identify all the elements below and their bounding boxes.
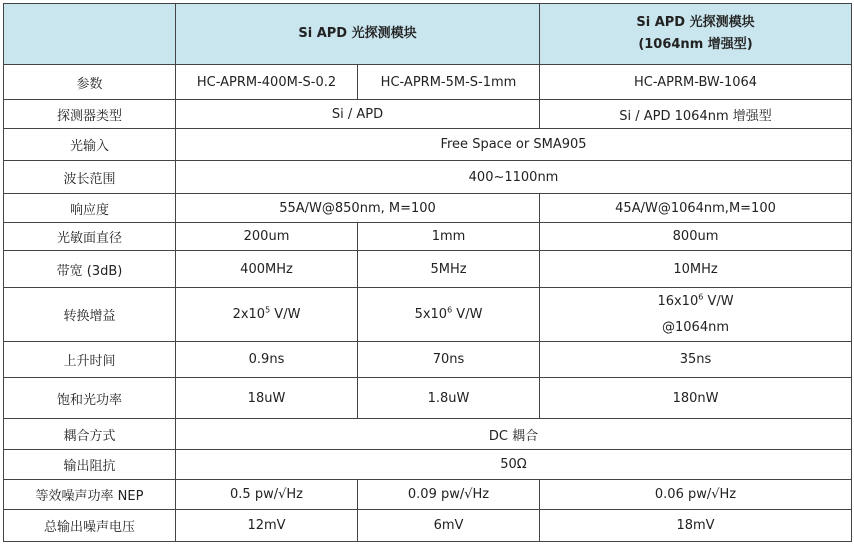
header-row (4, 4, 852, 65)
cell-diameter-m2: 1mm (358, 223, 540, 251)
cell-noise-m1: 12mV (176, 510, 358, 542)
cell-gain-m1 (176, 288, 358, 342)
row-label: 饱和光功率 (4, 378, 176, 419)
row-label: 等效噪声功率 NEP (4, 480, 176, 510)
row-label: 上升时间 (4, 342, 176, 378)
cell-model-1: HC-APRM-400M-S-0.2 (176, 65, 358, 100)
row-noise-voltage (4, 510, 852, 542)
cell-rise-m1: 0.9ns (176, 342, 358, 378)
row-bandwidth (4, 251, 852, 288)
row-optical-input (4, 129, 852, 161)
cell-gain-m3 (540, 288, 852, 342)
cell-gain-m2 (358, 288, 540, 342)
cell-nep-m3: 0.06 pw/√Hz (540, 480, 852, 510)
row-params (4, 65, 852, 100)
row-rise-time (4, 342, 852, 378)
cell-optical-input: Free Space or SMA905 (176, 129, 852, 161)
gain-unit: V/W (270, 307, 301, 322)
cell-detector-m12: Si / APD (176, 100, 540, 129)
row-label: 耦合方式 (4, 419, 176, 450)
row-label: 输出阻抗 (4, 450, 176, 480)
row-label: 参数 (4, 65, 176, 100)
row-nep (4, 480, 852, 510)
cell-saturation-m2: 1.8uW (358, 378, 540, 419)
row-coupling (4, 419, 852, 450)
cell-noise-m2: 6mV (358, 510, 540, 542)
cell-nep-m2: 0.09 pw/√Hz (358, 480, 540, 510)
cell-impedance: 50Ω (176, 450, 852, 480)
cell-model-3: HC-APRM-BW-1064 (540, 65, 852, 100)
row-label: 总输出噪声电压 (4, 510, 176, 542)
gain-base: 5x10 (414, 307, 448, 322)
row-impedance (4, 450, 852, 480)
cell-saturation-m1: 18uW (176, 378, 358, 419)
gain-unit: V/W (703, 293, 734, 309)
row-wavelength (4, 161, 852, 194)
cell-nep-m1: 0.5 pw/√Hz (176, 480, 358, 510)
gain-base: 16x10 (657, 293, 699, 309)
row-label: 光敏面直径 (4, 223, 176, 251)
row-label: 响应度 (4, 194, 176, 223)
cell-responsivity-m12: 55A/W@850nm, M=100 (176, 194, 540, 223)
header-group2-line2: (1064nm 增强型) (638, 37, 753, 52)
cell-noise-m3: 18mV (540, 510, 852, 542)
gain-m3-line2: @1064nm (662, 319, 730, 335)
cell-rise-m2: 70ns (358, 342, 540, 378)
cell-saturation-m3: 180nW (540, 378, 852, 419)
gain-exponent: 6 (447, 305, 453, 315)
cell-model-2: HC-APRM-5M-S-1mm (358, 65, 540, 100)
cell-coupling: DC 耦合 (176, 419, 852, 450)
gain-base: 2x10 (232, 307, 266, 322)
cell-diameter-m3: 800um (540, 223, 852, 251)
spec-table (3, 3, 852, 542)
header-group-si-apd: Si APD 光探测模块 (176, 4, 540, 65)
row-label: 波长范围 (4, 161, 176, 194)
cell-bandwidth-m3: 10MHz (540, 251, 852, 288)
gain-exponent: 6 (698, 292, 704, 302)
header-group-si-apd-1064 (540, 4, 852, 65)
header-group2-line1: Si APD 光探测模块 (636, 15, 755, 30)
row-detector-type (4, 100, 852, 129)
row-label: 探测器类型 (4, 100, 176, 129)
gain-m3-line1 (544, 289, 847, 315)
gain-unit: V/W (452, 307, 483, 322)
row-label: 光输入 (4, 129, 176, 161)
cell-responsivity-m3: 45A/W@1064nm,M=100 (540, 194, 852, 223)
row-responsivity (4, 194, 852, 223)
cell-detector-m3: Si / APD 1064nm 增强型 (540, 100, 852, 129)
header-blank (4, 4, 176, 65)
gain-exponent: 5 (265, 305, 271, 315)
row-saturation-power (4, 378, 852, 419)
cell-diameter-m1: 200um (176, 223, 358, 251)
row-label: 带宽 (3dB) (4, 251, 176, 288)
row-diameter (4, 223, 852, 251)
cell-rise-m3: 35ns (540, 342, 852, 378)
cell-bandwidth-m1: 400MHz (176, 251, 358, 288)
row-conversion-gain (4, 288, 852, 342)
row-label: 转换增益 (4, 288, 176, 342)
cell-bandwidth-m2: 5MHz (358, 251, 540, 288)
cell-wavelength: 400~1100nm (176, 161, 852, 194)
